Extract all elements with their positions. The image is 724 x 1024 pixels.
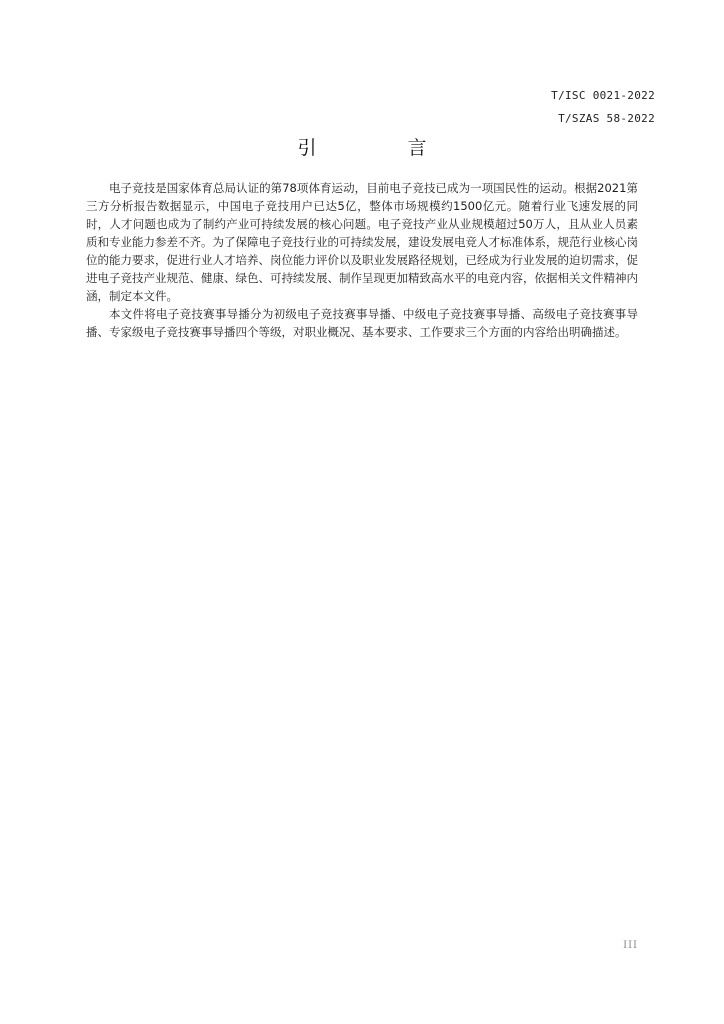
page-number: III [623,940,638,951]
body-text [86,179,638,341]
section-title: 引 言 [297,137,463,159]
standard-code-isc: T/ISC 0021-2022 [551,89,655,102]
standard-code-szas: T/SZAS 58-2022 [558,112,655,125]
paragraph: 电子竞技是国家体育总局认证的第78项体育运动，目前电子竞技已成为一项国民性的运动。根据2021第三方分析报告数据显示，中国电子竞技用户已达5亿，整体市场规模约1500亿元。随着行业飞速发展的同时，人才问题也成为了制约产业可持续发展的核心问题。电子竞技产业从业规模超过50万人，且从业人员素质和专业能力参差不齐。为了保障电子竞技行业的可持续发展，建设发展电竞人才标准体系，规范行业核心岗位的能力要求，促进行业人才培养、岗位能力评价以及职业发展路径规划，已经成为行业发展的迫切需求，促进电子竞技产业规范、健康、绿色、可持续发展、制作呈现更加精致高水平的电竞内容，依据相关文件精神内涵，制定本文件。 [86,181,638,303]
paragraph: 本文件将电子竞技赛事导播分为初级电子竞技赛事导播、中级电子竞技赛事导播、高级电子竞技赛事导播、专家级电子竞技赛事导播四个等级，对职业概况、基本要求、工作要求三个方面的内容给出明确描述。 [86,307,638,339]
